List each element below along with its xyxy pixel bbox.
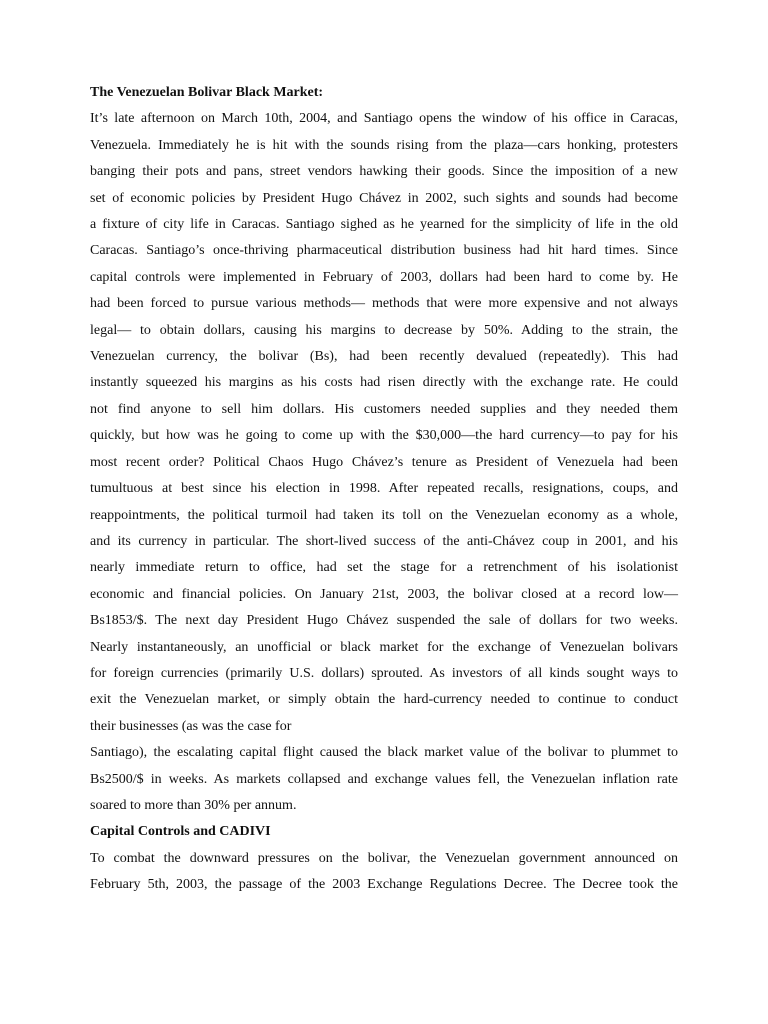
text-line: To combat the downward pressures on the bolivar, the Venezuelan government announced on [90,850,678,866]
text-line: nearly immediate return to office, had set the stage for a retrenchment of his isolationist [90,560,678,576]
text-line: set of economic policies by President Hugo Chávez in 2002, such sights and sounds had become [90,190,678,206]
text-line: February 5th, 2003, the passage of the 2003 Exchange Regulations Decree. The Decree took the [90,877,678,893]
section-body-capital-controls [90,846,678,899]
text-line: Bs1853/$. The next day President Hugo Chávez suspended the sale of dollars for two weeks. [90,613,678,629]
section-heading-capital-controls: Capital Controls and CADIVI [90,824,271,840]
section-body-black-market [90,106,678,819]
text-line: legal— to obtain dollars, causing his margins to decrease by 50%. Adding to the strain, the [90,322,678,338]
text-line: Bs2500/$ in weeks. As markets collapsed and exchange values fell, the Venezuelan inflation rate [90,771,678,787]
text-line: Venezuelan currency, the bolivar (Bs), had been recently devalued (repeatedly). This had [90,349,678,365]
text-line: and its currency in particular. The short-lived success of the anti-Chávez coup in 2001, and his [90,533,678,549]
text-line: Santiago), the escalating capital flight caused the black market value of the bolivar to plummet to [90,745,678,761]
text-line: soared to more than 30% per annum. [90,797,297,813]
text-line: most recent order? Political Chaos Hugo Chávez’s tenure as President of Venezuela had been [90,454,678,470]
text-line: quickly, but how was he going to come up with the $30,000—the hard currency—to pay for his [90,428,678,444]
text-line: Nearly instantaneously, an unofficial or black market for the exchange of Venezuelan bolivars [90,639,678,655]
text-line: not find anyone to sell him dollars. His customers needed supplies and they needed them [90,401,678,417]
text-line: Venezuela. Immediately he is hit with the sounds rising from the plaza—cars honking, protesters [90,137,678,153]
text-line: a fixture of city life in Caracas. Santiago sighed as he yearned for the simplicity of life in the old [90,217,678,233]
section-heading-black-market: The Venezuelan Bolivar Black Market: [90,85,324,100]
text-line: It’s late afternoon on March 10th, 2004, and Santiago opens the window of his office in Caracas, [90,111,678,127]
text-line: instantly squeezed his margins as his costs had risen directly with the exchange rate. He could [90,375,678,391]
text-line: tumultuous at best since his election in 1998. After repeated recalls, resignations, coups, and [90,481,678,497]
text-line: for foreign currencies (primarily U.S. dollars) sprouted. As investors of all kinds sought ways to [90,665,678,681]
text-line: reappointments, the political turmoil had taken its toll on the Venezuelan economy as a whole, [90,507,678,523]
text-line: banging their pots and pans, street vendors hawking their goods. Since the imposition of a new [90,164,678,180]
text-line: exit the Venezuelan market, or simply obtain the hard-currency needed to continue to conduct [90,692,678,708]
text-line: Caracas. Santiago’s once-thriving pharmaceutical distribution business had hit hard times. Since [90,243,678,259]
text-line: had been forced to pursue various methods— methods that were more expensive and not always [90,296,678,312]
text-line: economic and financial policies. On January 21st, 2003, the bolivar closed at a record low— [90,586,678,602]
text-line: capital controls were implemented in February of 2003, dollars had been hard to come by. He [90,269,678,285]
document-page [90,80,678,899]
text-line: their businesses (as was the case for [90,718,292,734]
